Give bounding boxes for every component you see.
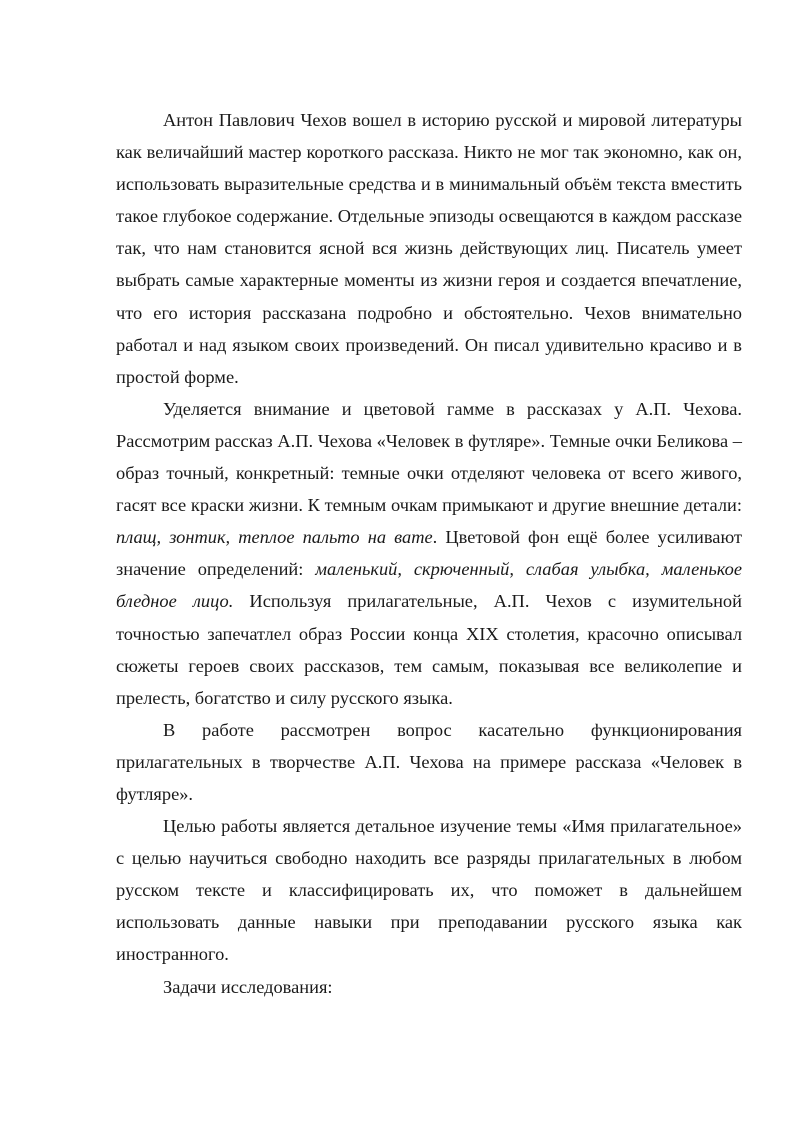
paragraph-work-goal <box>116 810 742 970</box>
paragraph-research-tasks <box>116 971 742 1003</box>
paragraph-chekhov-intro <box>116 104 742 393</box>
italic-example-details: плащ, зонтик, теплое пальто на вате <box>116 527 433 548</box>
paragraph-text: . Цветовой фон ещё более усиливают значение определений: <box>116 527 742 580</box>
paragraph-text: Антон Павлович Чехов вошел в историю русской и мировой литературы как величайший мастер короткого рассказа. Никто не мог так экономно, как он, использовать выразительные средства и в минимальный объём текста вместить такое глубокое содержание. Отдельные эпизоды освещаются в каждом рассказе так, что нам становится ясной вся жизнь действующих лиц. Писатель умеет выбрать самые характерные моменты из жизни героя и создается впечатление, что его история рассказана подробно и обстоятельно. Чехов внимательно работал и над языком своих произведений. Он писал удивительно красиво и в простой форме. <box>116 110 742 387</box>
paragraph-text: Уделяется внимание и цветовой гамме в рассказах у А.П. Чехова. Рассмотрим рассказ А.П. Чехова «Человек в футляре». Темные очки Беликова – образ точный, конкретный: темные очки отделяют человека от всего живого, гасят все краски жизни. К темным очкам примыкают и другие внешние детали: <box>116 398 742 516</box>
italic-example-definitions: маленький, скрюченный, слабая улыбка, маленькое бледное лицо. <box>116 559 742 612</box>
paragraph-text: В работе рассмотрен вопрос касательно функционирования прилагательных в творчестве А.П. Чехова на примере рассказа «Человек в футляре». <box>116 719 742 804</box>
paragraph-color-palette <box>116 393 742 714</box>
paragraph-text: Целью работы является детальное изучение темы «Имя прилагательное» с целью научиться свободно находить все разряды прилагательных в любом русском тексте и классифицировать их, что поможет в дальнейшем использовать данные навыки при преподавании русского языка как иностранного. <box>116 816 742 965</box>
paragraph-work-scope <box>116 714 742 810</box>
paragraph-text: Задачи исследования: <box>163 976 333 997</box>
document-body <box>116 104 742 1003</box>
paragraph-text: Используя прилагательные, А.П. Чехов с изумительной точностью запечатлел образ России конца XIX столетия, красочно описывал сюжеты героев своих рассказов, тем самым, показывая все великолепие и прелесть, богатство и силу русского языка. <box>116 591 742 708</box>
